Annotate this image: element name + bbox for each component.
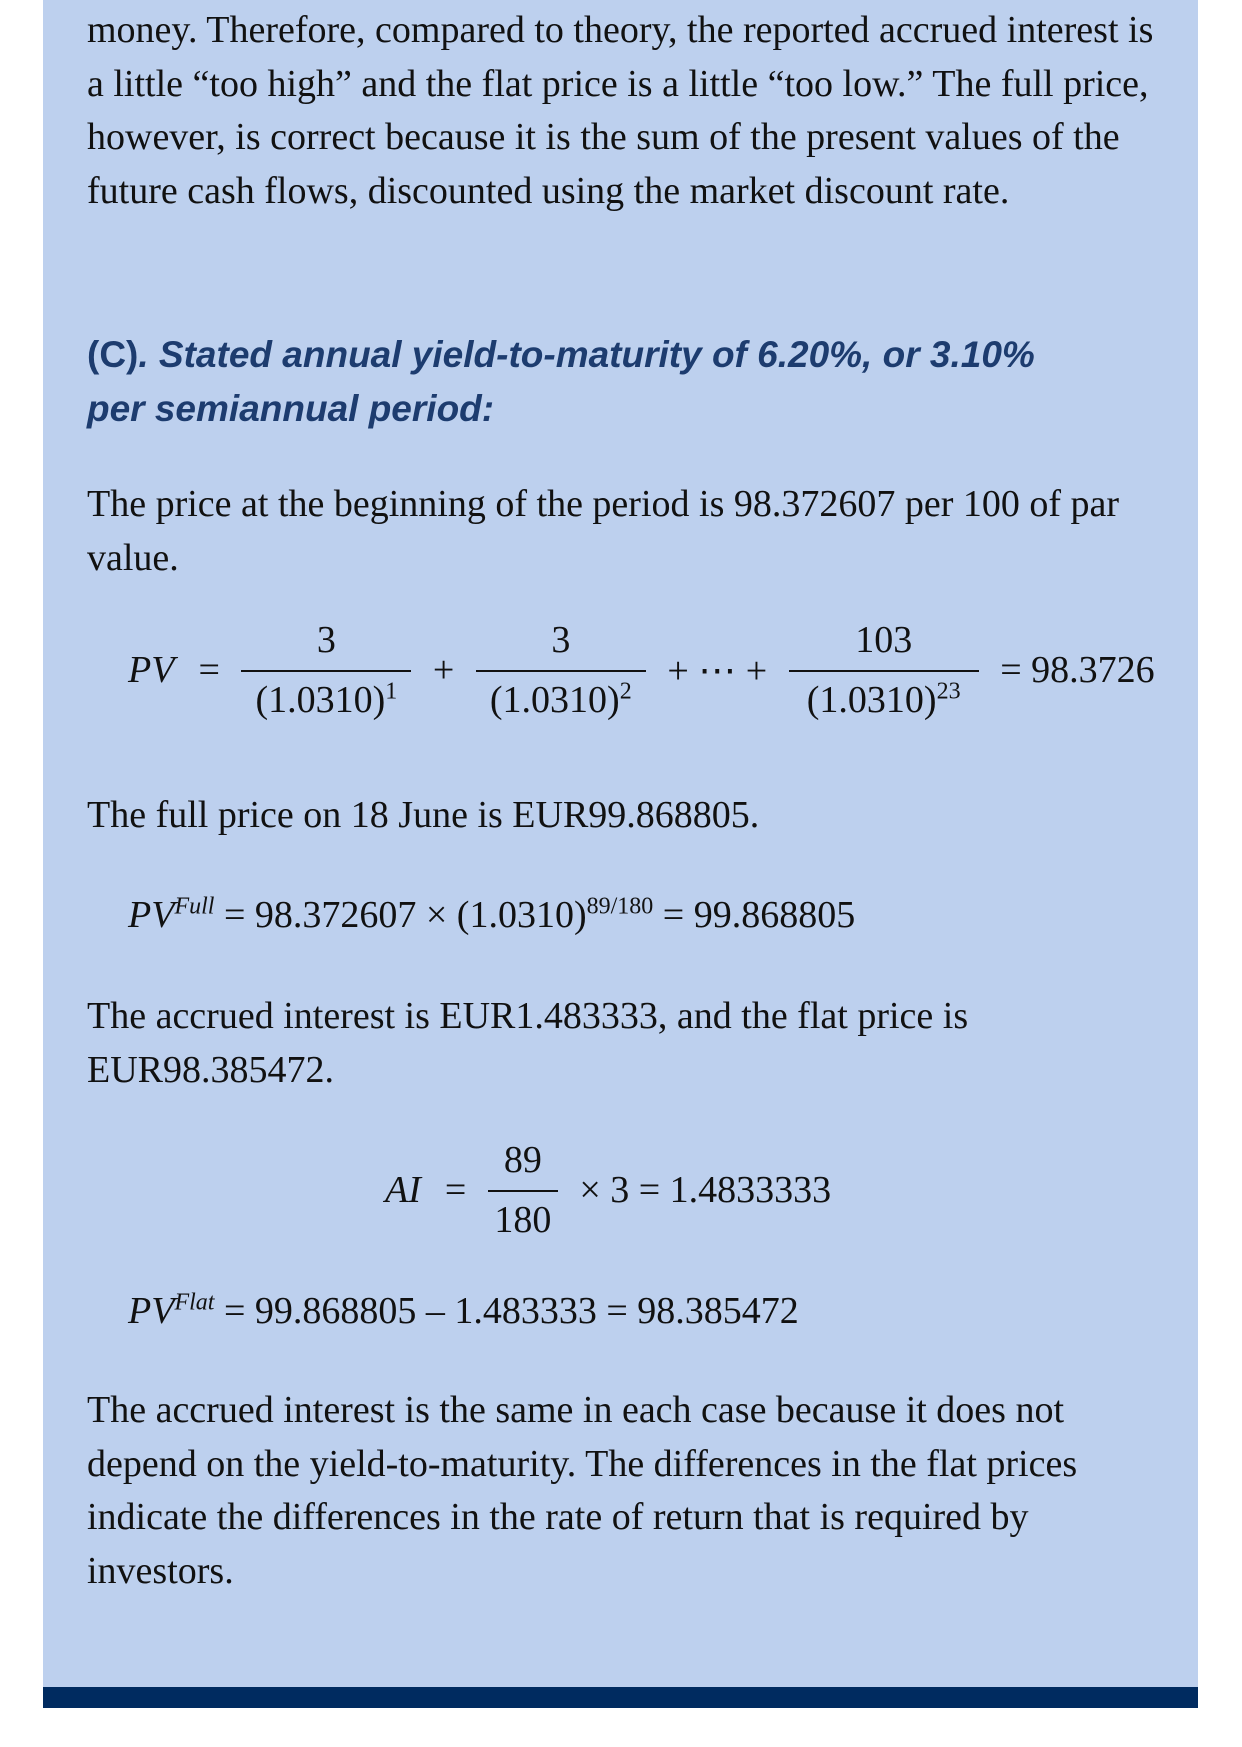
base: (1.0310) xyxy=(806,679,937,721)
plus: + xyxy=(432,649,455,691)
ellipsis: + ⋯ + xyxy=(667,649,768,692)
numerator: 103 xyxy=(789,618,979,672)
pv-result: = 98.3726 xyxy=(1000,649,1155,691)
denominator: 180 xyxy=(494,1199,552,1241)
pv-equation xyxy=(128,618,1167,722)
pv-full-equation xyxy=(128,893,855,937)
pv-symbol: PV xyxy=(128,1290,175,1332)
pv-symbol: PV xyxy=(128,894,175,936)
equals: = xyxy=(198,649,220,691)
numerator: 3 xyxy=(476,618,646,672)
panel-bottom-bar xyxy=(43,1687,1198,1708)
pv-symbol: PV xyxy=(128,649,175,691)
heading-label: (C) xyxy=(87,334,139,375)
denominator xyxy=(789,672,979,722)
exponent: 89/180 xyxy=(586,893,654,920)
denominator xyxy=(476,672,646,722)
heading-text: . Stated annual yield-to-maturity of 6.20%, or 3.10% per semiannual period: xyxy=(87,334,1035,429)
exponent: 23 xyxy=(936,678,961,705)
pv-flat-expression: = 99.868805 – 1.483333 = 98.385472 xyxy=(214,1290,799,1332)
base: (1.0310) xyxy=(489,679,620,721)
paragraph-conclusion: The accrued interest is the same in each case because it does not depend on the yield-to-maturity. The differences in the flat prices indicate the differences in the rate of return that is required by investors. xyxy=(87,1389,1078,1592)
fraction-1 xyxy=(241,618,411,722)
superscript-full: Full xyxy=(174,893,215,920)
paragraph-price-beginning: The price at the beginning of the period is 98.372607 per 100 of par value. xyxy=(87,483,1120,579)
denominator xyxy=(241,672,411,722)
base: (1.0310) xyxy=(255,679,386,721)
section-heading-c xyxy=(87,328,1087,436)
pv-full-result: = 99.868805 xyxy=(653,894,856,936)
equals: = xyxy=(444,1169,467,1211)
ai-result: × 3 = 1.4833333 xyxy=(579,1169,832,1211)
fraction-2 xyxy=(476,618,646,722)
pv-flat-equation xyxy=(128,1289,799,1333)
exponent: 1 xyxy=(385,678,398,705)
paragraph-accrued-interest: The accrued interest is EUR1.483333, and the flat price is EUR98.385472. xyxy=(87,995,969,1091)
day-fraction xyxy=(488,1138,558,1242)
ai-equation xyxy=(385,1138,843,1242)
paragraph-full-price: The full price on 18 June is EUR99.868805. xyxy=(87,794,760,836)
numerator: 3 xyxy=(241,618,411,672)
exponent: 2 xyxy=(619,678,632,705)
ai-symbol: AI xyxy=(385,1169,421,1211)
fraction-3 xyxy=(789,618,979,722)
pv-full-expression: = 98.372607 × (1.0310) xyxy=(214,894,587,936)
superscript-flat: Flat xyxy=(174,1289,215,1316)
numerator: 89 xyxy=(488,1138,558,1192)
paragraph-theory: money. Therefore, compared to theory, the reported accrued interest is a little “too high” and the flat price is a little “too low.” The full price, however, is correct because it is the sum of the present values of the future cash flows, discounted using the market discount rate. xyxy=(87,9,1154,212)
